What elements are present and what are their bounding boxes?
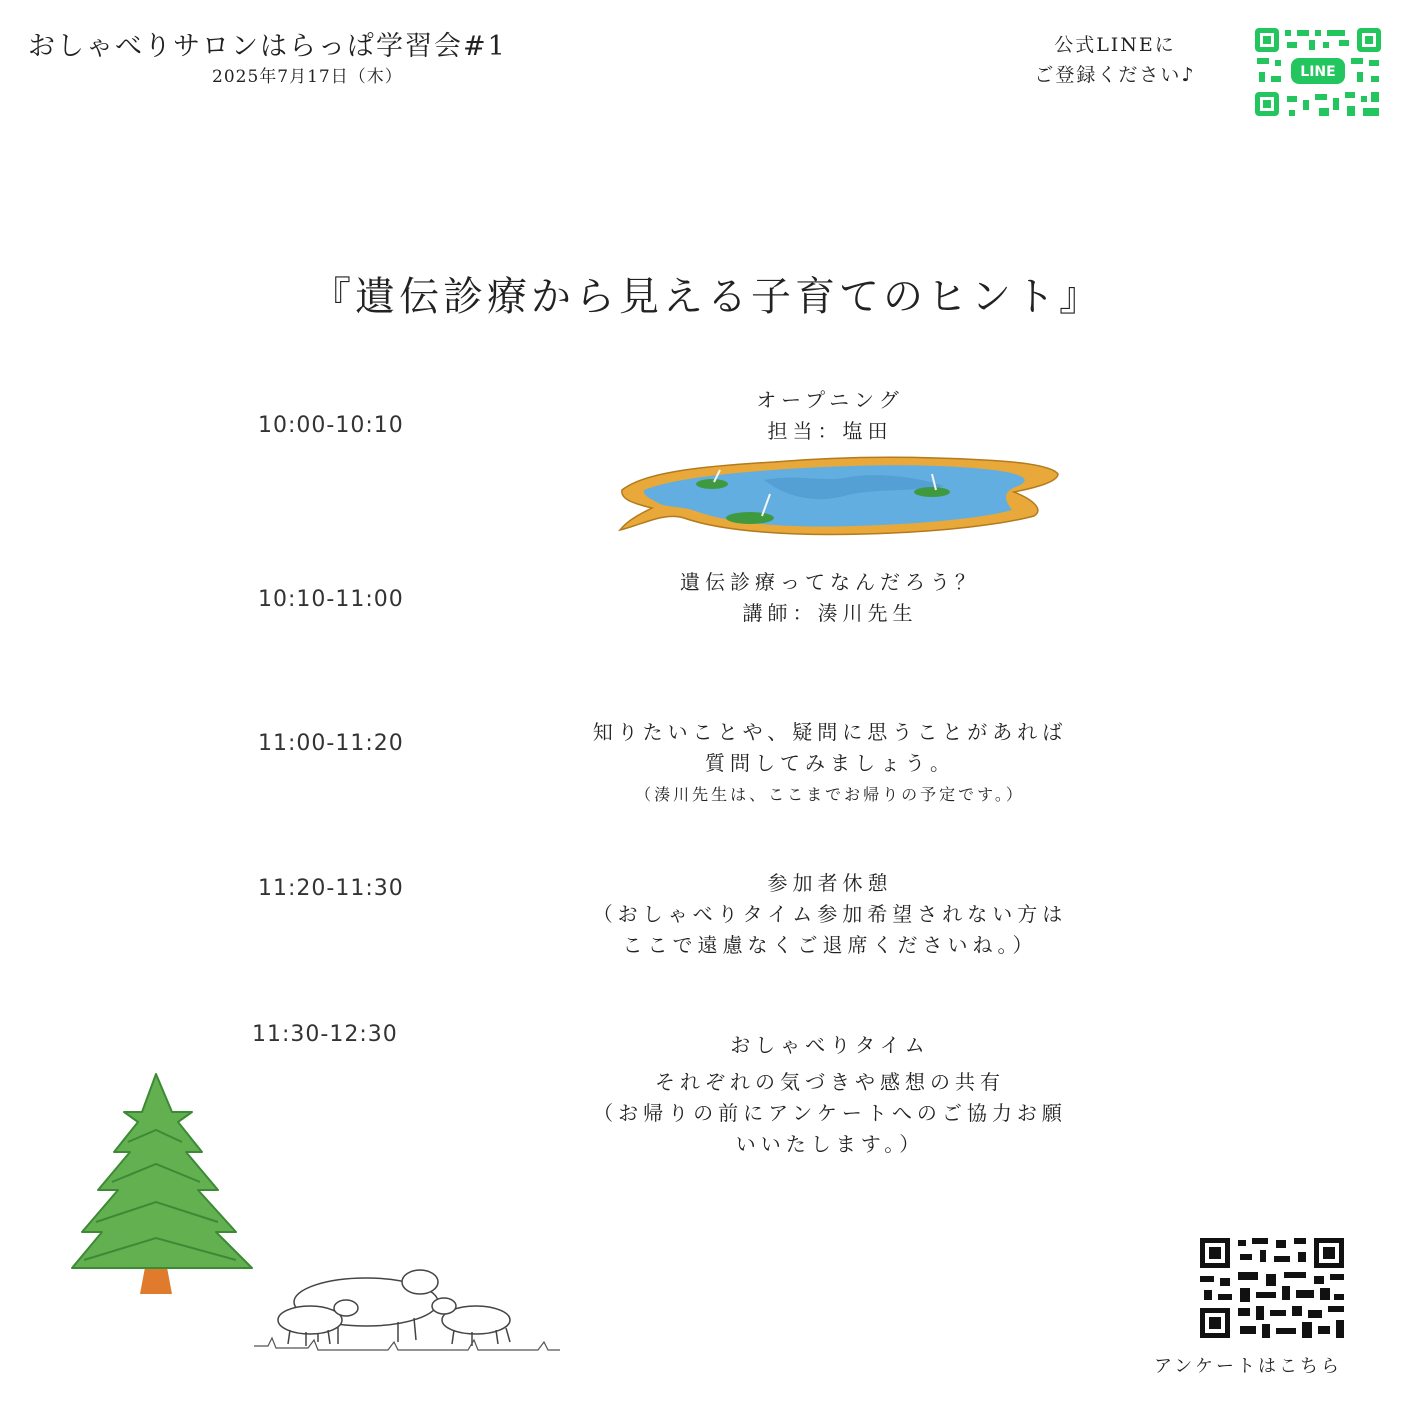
schedule-item-4 (520, 868, 1140, 961)
schedule-item-5 (520, 1030, 1140, 1160)
schedule-item-1 (520, 385, 1140, 447)
schedule-text: オープニング (756, 388, 904, 412)
schedule-time-1: 10:00-10:10 (258, 413, 404, 438)
schedule-time-4: 11:20-11:30 (258, 876, 404, 901)
schedule-text: （おしゃべりタイム参加希望されない方は (592, 902, 1068, 926)
schedule-text: それぞれの気づきや感想の共有 (655, 1070, 1005, 1094)
schedule-text: 参加者休憩 (767, 871, 893, 895)
tree-illustration (68, 1072, 254, 1300)
line-cta (1000, 30, 1230, 90)
schedule-text: いいたします。） (735, 1132, 925, 1156)
line-cta-line2: ご登録ください♪ (1034, 64, 1196, 86)
event-date: 2025年7月17日（木） (212, 67, 403, 87)
schedule-text: 講師：湊川先生 (742, 601, 918, 625)
schedule-time-5: 11:30-12:30 (252, 1022, 398, 1047)
sheep-illustration (248, 1258, 564, 1354)
schedule-time-3: 11:00-11:20 (258, 731, 404, 756)
schedule-text: 知りたいことや、疑問に思うことがあれば (592, 720, 1068, 744)
schedule-text: ここで遠慮なくご退席くださいね。） (622, 933, 1038, 957)
event-title: おしゃべりサロンはらっぱ学習会#1 (28, 31, 507, 62)
schedule-item-3 (520, 717, 1140, 810)
schedule-item-2 (520, 567, 1140, 629)
survey-label: アンケートはこちら (1154, 1356, 1342, 1377)
survey-qr-icon[interactable] (1198, 1236, 1346, 1340)
line-cta-line1: 公式LINEに (1054, 34, 1176, 56)
schedule-text: 質問してみましょう。 (705, 751, 955, 775)
schedule-text: （お帰りの前にアンケートへのご協力お願 (593, 1101, 1067, 1125)
line-qr-icon[interactable] (1253, 26, 1383, 118)
main-title: 『遺伝診療から見える子育てのヒント』 (311, 274, 1103, 320)
schedule-text: おしゃべりタイム (730, 1033, 930, 1057)
pond-illustration (614, 452, 1060, 536)
schedule-note: （湊川先生は、ここまでお帰りの予定です。） (635, 785, 1025, 804)
schedule-text: 遺伝診療ってなんだろう？ (680, 570, 980, 594)
schedule-time-2: 10:10-11:00 (258, 587, 404, 612)
line-logo-text: LINE (1300, 64, 1336, 80)
schedule-text: 担当：塩田 (767, 419, 893, 443)
